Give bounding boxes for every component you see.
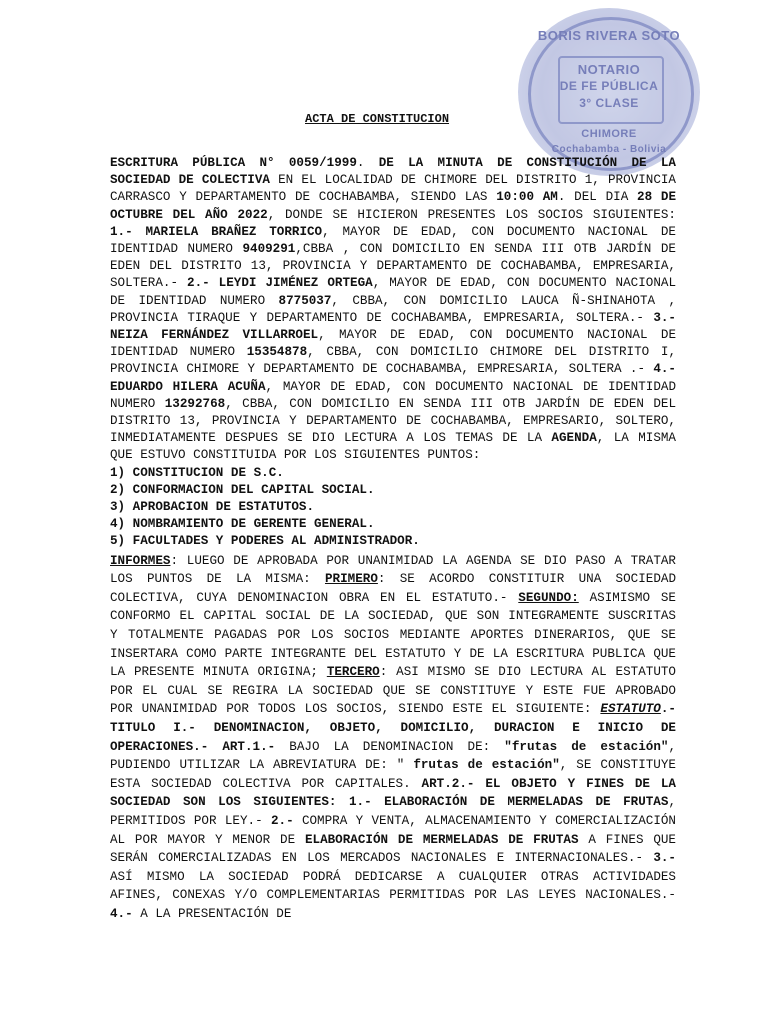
stamp-line2: DE FE PÚBLICA bbox=[559, 79, 659, 93]
partner-4-name: 4.- EDUARDO HILERA ACUÑA bbox=[110, 362, 676, 394]
partner-1-id: 9409291 bbox=[242, 242, 296, 257]
stamp-line1: NOTARIO bbox=[577, 62, 641, 77]
partner-2-name: 2.- LEYDI JIMÉNEZ ORTEGA bbox=[187, 276, 373, 291]
stamp-line3: 3° CLASE bbox=[579, 96, 639, 110]
agenda-item: 3) APROBACION DE ESTATUTOS. bbox=[110, 500, 315, 515]
agenda-list bbox=[110, 465, 676, 551]
meeting-date: 28 DE OCTUBRE DEL AÑO 2022 bbox=[110, 190, 677, 222]
partner-3-name: 3.- NEIZA FERNÁNDEZ VILLARROEL bbox=[110, 310, 676, 343]
stamp-name: BORIS RIVERA SOTO bbox=[537, 28, 681, 43]
agenda-item: 2) CONFORMACION DEL CAPITAL SOCIAL. bbox=[110, 482, 375, 497]
segundo-heading: SEGUNDO: bbox=[518, 590, 579, 605]
partner-2-id: 8775037 bbox=[278, 293, 332, 308]
document-body bbox=[110, 155, 676, 924]
stamp-city: CHIMORE bbox=[581, 128, 637, 140]
minuta-title: DE LA MINUTA DE CONSTITUCIÓN DE LA SOCIEDAD DE COLECTIVA bbox=[110, 156, 676, 188]
agenda-word: AGENDA bbox=[551, 431, 597, 446]
product-name: ELABORACIÓN DE MERMELADAS DE FRUTAS bbox=[304, 832, 579, 847]
company-name: "frutas de estación" bbox=[504, 739, 669, 754]
deed-number: ESCRITURA PÚBLICA N° 0059/1999 bbox=[110, 156, 357, 170]
intro-paragraph: ESCRITURA PÚBLICA N° 0059/1999. DE LA MINUTA DE CONSTITUCIÓN DE LA SOCIEDAD DE COLECTIVA EN EL LOCALIDAD DE CHIMORE DEL DISTRITO 1, PROVINCIA CARRASCO Y DEPARTAMENTO DE COCHABAMBA, SIENDO LAS 10:00 AM. DEL DIA 28 DE OCTUBRE DEL AÑO 2022, DONDE SE HICIERON PRESENTES LOS SOCIOS SIGUIENTES: 1.- MARIELA BRAÑEZ TORRICO, MAYOR DE EDAD, CON DOCUMENTO NACIONAL DE IDENTIDAD NUMERO 9409291,CBBA , CON DOMICILIO EN SENDA III OTB JARDÍN DE EDEN DEL DISTRITO 13, PROVINCIA Y DEPARTAMENTO DE COCHABAMBA, EMPRESARIA, SOLTERA.- 2.- LEYDI JIMÉNEZ ORTEGA, MAYOR DE EDAD, CON DOCUMENTO NACIONAL DE IDENTIDAD NUMERO 8775037, CBBA, CON DOMICILIO LAUCA Ñ-SHINAHOTA , PROVINCIA TIRAQUE Y DEPARTAMENTO DE COCHABAMBA, EMPRESARIA, SOLTERA.- 3.- NEIZA FERNÁNDEZ VILLARROEL, MAYOR DE EDAD, CON DOCUMENTO NACIONAL DE IDENTIDAD NUMERO 15354878, CBBA, CON DOMICILIO CHIMORE DEL DISTRITO I, PROVINCIA CHIMORE Y DEPARTAMENTO DE COCHABAMBA, EMPRESARIA, SOLTERA .- 4.- EDUARDO HILERA ACUÑA, MAYOR DE EDAD, CON DOCUMENTO NACIONAL DE IDENTIDAD NUMERO 13292768, CBBA, CON DOMICILIO EN SENDA III OTB JARDÍN DE EDEN DEL DISTRITO 13, PROVINCIA Y DEPARTAMENTO DE COCHABAMBA, EMPRESARIO, SOLTERO, INMEDIATAMENTE DESPUES SE DIO LECTURA A LOS TEMAS DE LA AGENDA, LA MISMA QUE ESTUVO CONSTITUIDA POR LOS SIGUIENTES PUNTOS: bbox=[110, 156, 677, 463]
art-2-heading: ART.2.- EL OBJETO Y FINES DE LA SOCIEDAD SON LOS SIGUIENTES: 1.- ELABORACIÓN DE MERMELADAS DE FRUTAS bbox=[110, 776, 676, 810]
notary-stamp bbox=[518, 8, 700, 176]
partner-3-id: 15354878 bbox=[246, 345, 308, 360]
primero-heading: PRIMERO bbox=[324, 572, 378, 587]
meeting-time: 10:00 AM bbox=[496, 190, 558, 205]
estatuto-heading: ESTATUTO bbox=[600, 702, 661, 717]
agenda-item: 4) NOMBRAMIENTO DE GERENTE GENERAL. bbox=[110, 517, 375, 532]
titulo-1: .- TITULO I.- DENOMINACION, OBJETO, DOMICILIO, DURACION E INICIO DE OPERACIONES.- ART.1.- bbox=[110, 702, 676, 754]
partner-1-name: 1.- MARIELA BRAÑEZ TORRICO bbox=[110, 224, 323, 239]
informes-heading: INFORMES bbox=[110, 553, 171, 568]
informes-paragraph: INFORMES: LUEGO DE APROBADA POR UNANIMIDAD LA AGENDA SE DIO PASO A TRATAR LOS PUNTOS DE LA MISMA: PRIMERO: SE ACORDO CONSTITUIR UNA SOCIEDAD COLECTIVA, CUYA DENOMINACION OBRA EN EL ESTATUTO.- SEGUNDO: ASIMISMO SE CONFORMO EL CAPITAL SOCIAL DE LA SOCIEDAD, QUE SON INTEGRAMENTE SUSCRITAS Y TOTALMENTE PAGADAS POR LOS SOCIOS MEDIANTE APORTES DINERARIOS, QUE SE INSERTARA COMO PARTE INTEGRANTE DEL ESTATUTO Y DE LA ESCRITURA PUBLICA QUE LA PRESENTE MINUTA ORIGINA; TERCERO: ASI MISMO SE DIO LECTURA AL ESTATUTO POR EL CUAL SE REGIRA LA SOCIEDAD QUE SE CONSTITUYE Y ESTE FUE APROBADO POR UNANIMIDAD POR TODOS LOS SOCIOS, SIENDO ESTE EL SIGUIENTE: ESTATUTO.- TITULO I.- DENOMINACION, OBJETO, DOMICILIO, DURACION E INICIO DE OPERACIONES.- ART.1.- BAJO LA DENOMINACION DE: "frutas de estación", PUDIENDO UTILIZAR LA ABREVIATURA DE: " frutas de estación", SE CONSTITUYE ESTA SOCIEDAD COLECTIVA POR CAPITALES. ART.2.- EL OBJETO Y FINES DE LA SOCIEDAD SON LOS SIGUIENTES: 1.- ELABORACIÓN DE MERMELADAS DE FRUTAS, PERMITIDOS POR LEY.- 2.- COMPRA Y VENTA, ALMACENAMIENTO Y COMERCIALIZACIÓN AL POR MAYOR Y MENOR DE ELABORACIÓN DE MERMELADAS DE FRUTAS A FINES QUE SERÁN COMERCIALIZADAS EN LOS MERCADOS NACIONALES E INTERNACIONALES.- 3.- ASÍ MISMO LA SOCIEDAD PODRÁ DEDICARSE A CUALQUIER OTRAS ACTIVIDADES AFINES, CONEXAS Y/O COMPLEMENTARIAS PERMITIDAS POR LAS LEYES NACIONALES.- 4.- A LA PRESENTACIÓN DE bbox=[110, 553, 676, 921]
agenda-item: 1) CONSTITUCION DE S.C. bbox=[110, 465, 284, 480]
tercero-heading: TERCERO bbox=[326, 665, 380, 680]
stamp-region: Cochabamba - Bolivia bbox=[551, 144, 667, 155]
agenda-item: 5) FACULTADES Y PODERES AL ADMINISTRADOR. bbox=[110, 534, 420, 549]
company-abbreviation: frutas de estación" bbox=[413, 758, 560, 773]
document-title: ACTA DE CONSTITUCION bbox=[305, 112, 450, 126]
partner-4-id: 13292768 bbox=[164, 396, 226, 411]
